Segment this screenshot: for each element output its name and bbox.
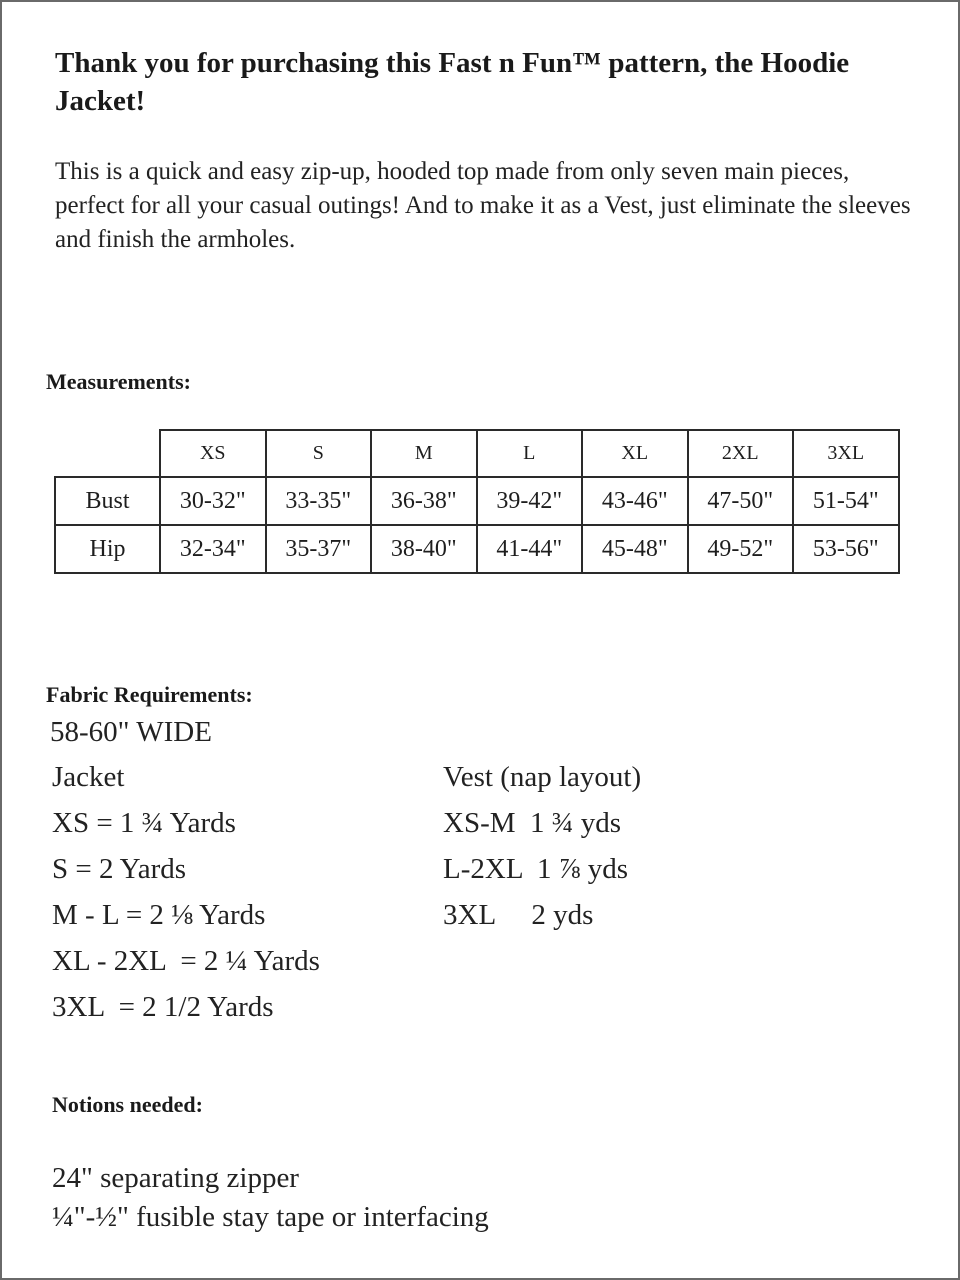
table-cell: 47-50" — [688, 477, 794, 525]
row-label-hip: Hip — [55, 525, 160, 573]
jacket-yardage-line: M - L = 2 ⅛ Yards — [52, 899, 266, 931]
size-header: 3XL — [793, 430, 899, 477]
size-header: L — [477, 430, 583, 477]
size-header: 2XL — [688, 430, 794, 477]
table-cell: 36-38" — [371, 477, 477, 525]
vest-yardage-line: 3XL 2 yds — [443, 899, 594, 931]
size-header: XL — [582, 430, 688, 477]
table-cell: 33-35" — [266, 477, 372, 525]
vest-yardage-line: XS-M 1 ¾ yds — [443, 807, 622, 839]
size-header: M — [371, 430, 477, 477]
size-header: S — [266, 430, 372, 477]
table-cell: 49-52" — [688, 525, 794, 573]
measurements-table — [54, 429, 900, 574]
table-cell: 43-46" — [582, 477, 688, 525]
jacket-yardage-line: S = 2 Yards — [52, 853, 187, 885]
table-cell: 32-34" — [160, 525, 266, 573]
fabric-width: 58-60" WIDE — [50, 716, 212, 748]
table-cell: 39-42" — [477, 477, 583, 525]
table-corner — [55, 430, 160, 477]
notions-heading: Notions needed: — [52, 1092, 203, 1117]
notion-item: 24" separating zipper — [52, 1162, 299, 1194]
table-cell: 38-40" — [371, 525, 477, 573]
table-cell: 53-56" — [793, 525, 899, 573]
fabric-requirements-heading: Fabric Requirements: — [46, 682, 253, 707]
table-row — [55, 477, 899, 525]
jacket-yardage-line: XL - 2XL = 2 ¼ Yards — [52, 945, 320, 977]
size-header: XS — [160, 430, 266, 477]
table-cell: 30-32" — [160, 477, 266, 525]
table-row — [55, 525, 899, 573]
vest-heading: Vest (nap layout) — [443, 761, 642, 793]
jacket-heading: Jacket — [52, 761, 125, 793]
measurements-heading: Measurements: — [46, 369, 191, 394]
row-label-bust: Bust — [55, 477, 160, 525]
jacket-yardage-line: XS = 1 ¾ Yards — [52, 807, 236, 839]
table-cell: 35-37" — [266, 525, 372, 573]
table-cell: 51-54" — [793, 477, 899, 525]
vest-yardage-line: L-2XL 1 ⅞ yds — [443, 853, 628, 885]
table-cell: 41-44" — [477, 525, 583, 573]
table-cell: 45-48" — [582, 525, 688, 573]
page-title: Thank you for purchasing this Fast n Fun™ pattern, the Hoodie Jacket! — [55, 47, 850, 117]
jacket-yardage-line: 3XL = 2 1/2 Yards — [52, 991, 274, 1023]
intro-paragraph: This is a quick and easy zip-up, hooded top made from only seven main pieces, perfect for all your casual outings! And to make it as a Vest, just eliminate the sleeves and finish the armholes. — [55, 158, 911, 253]
table-header-row — [55, 430, 899, 477]
notion-item: ¼"-½" fusible stay tape or interfacing — [52, 1201, 489, 1233]
